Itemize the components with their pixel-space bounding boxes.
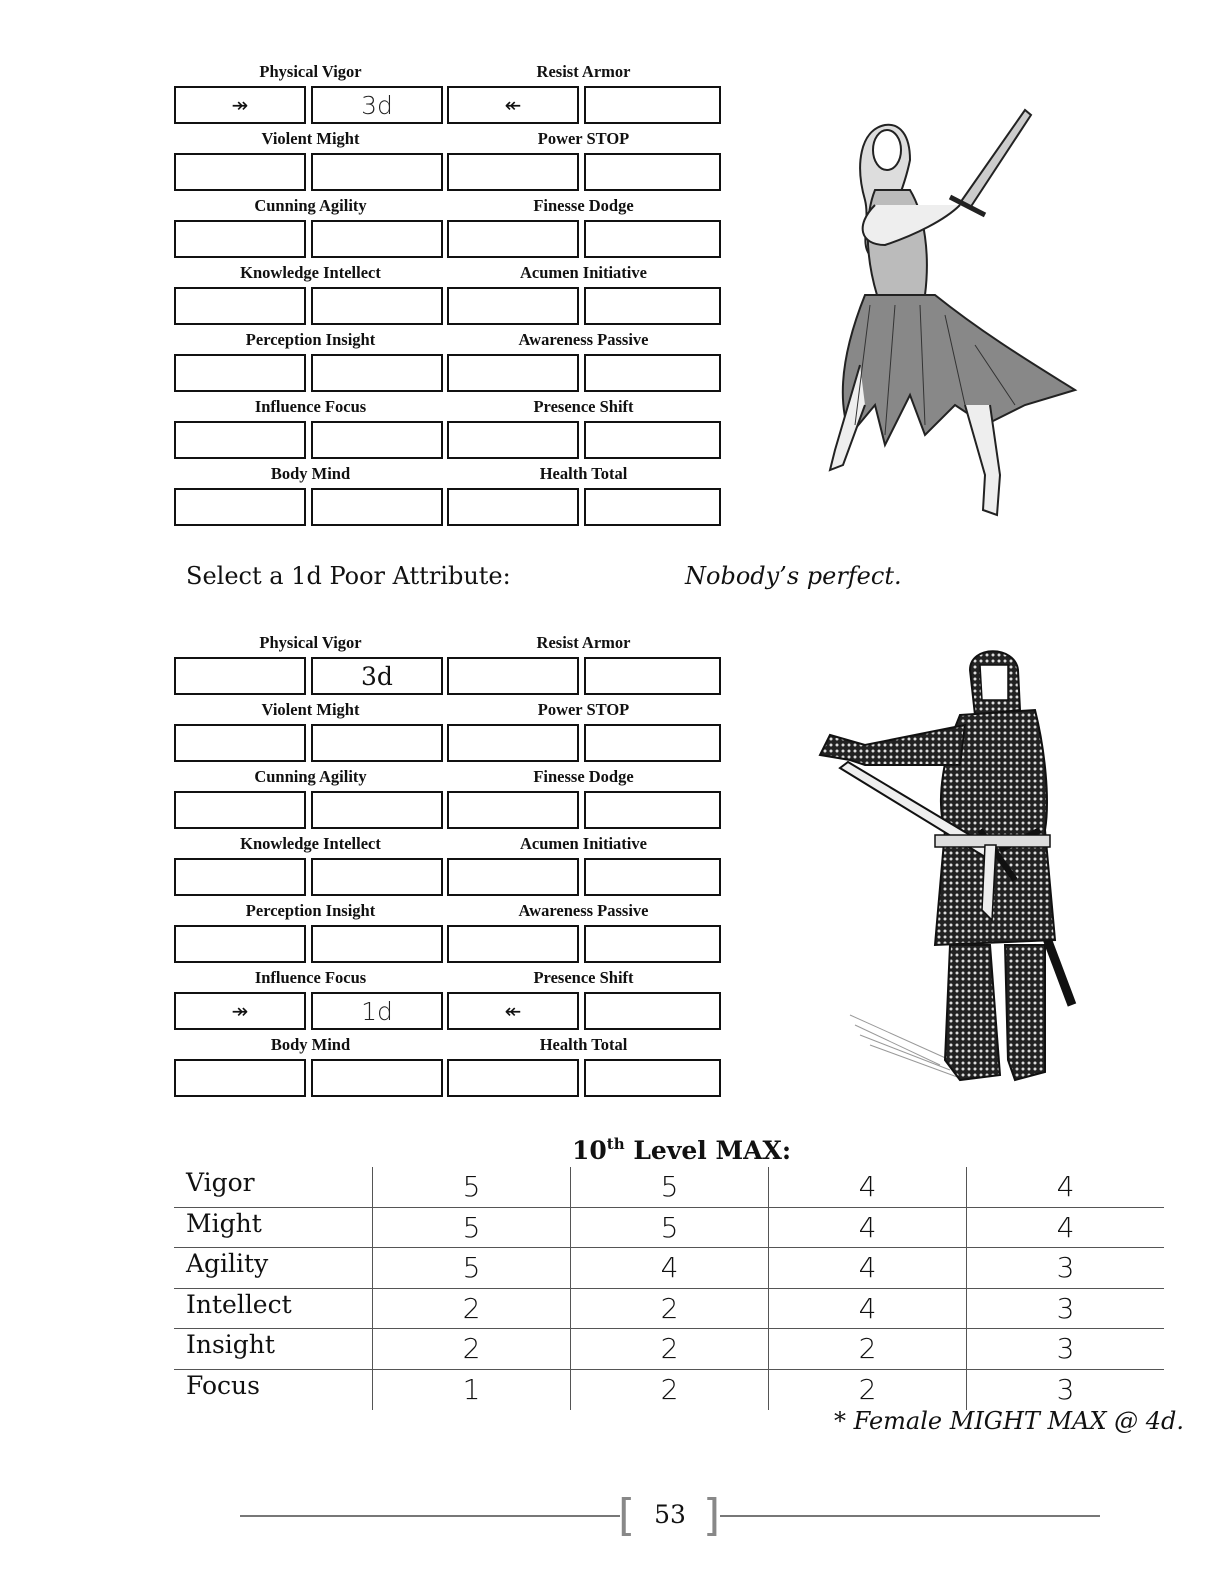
attribute-box[interactable] (174, 220, 306, 258)
label-acumen-initiative: Acumen Initiative (520, 263, 647, 282)
footer-bracket-left: [ (618, 1490, 636, 1541)
attribute-name: Focus (186, 1370, 260, 1400)
max-value: 3 (966, 1248, 1164, 1289)
max-value: 1 (372, 1370, 570, 1411)
sheet-row (174, 901, 721, 968)
max-value: 2 (570, 1329, 768, 1370)
attribute-box[interactable] (447, 153, 579, 191)
attribute-box[interactable] (174, 724, 306, 762)
attribute-box[interactable] (311, 354, 443, 392)
footer-bracket-right: ] (703, 1490, 721, 1541)
attribute-box[interactable] (584, 858, 721, 896)
attribute-box[interactable] (584, 354, 721, 392)
max-value: 4 (768, 1289, 966, 1330)
attribute-box[interactable] (311, 1059, 443, 1097)
label-awareness-passive: Awareness Passive (518, 330, 649, 349)
attribute-box[interactable] (584, 791, 721, 829)
table-row (174, 1289, 1164, 1330)
max-value: 5 (372, 1208, 570, 1249)
max-value: 3 (966, 1289, 1164, 1330)
label-influence-focus: Influence Focus (254, 968, 367, 987)
footer-rule-left (240, 1515, 620, 1517)
attribute-box[interactable] (311, 724, 443, 762)
max-value: 4 (966, 1167, 1164, 1208)
attribute-box[interactable] (174, 488, 306, 526)
attribute-box[interactable] (174, 1059, 306, 1097)
attribute-box[interactable] (584, 1059, 721, 1097)
label-finesse-dodge: Finesse Dodge (533, 767, 634, 786)
attribute-box[interactable] (447, 354, 579, 392)
attribute-box[interactable] (174, 791, 306, 829)
label-knowledge-intellect: Knowledge Intellect (240, 834, 381, 853)
sheet-row (174, 263, 721, 330)
attribute-box[interactable] (311, 858, 443, 896)
level-max-table (174, 1167, 1164, 1410)
attribute-box[interactable]: 1d (311, 992, 443, 1030)
attribute-box[interactable] (447, 724, 579, 762)
max-value: 4 (966, 1208, 1164, 1249)
max-value: 2 (570, 1289, 768, 1330)
label-perception-insight: Perception Insight (245, 901, 376, 920)
sheet-row (174, 834, 721, 901)
attribute-box[interactable]: ↠ (174, 992, 306, 1030)
label-body-mind: Body Mind (270, 1035, 351, 1054)
max-value: 3 (966, 1370, 1164, 1411)
attribute-box[interactable] (311, 488, 443, 526)
attribute-box[interactable] (447, 858, 579, 896)
sheet-row (174, 968, 721, 1035)
attribute-box[interactable] (447, 1059, 579, 1097)
max-value: 2 (768, 1329, 966, 1370)
max-value: 2 (372, 1329, 570, 1370)
label-physical-vigor: Physical Vigor (259, 633, 362, 652)
label-finesse-dodge: Finesse Dodge (533, 196, 634, 215)
attribute-box[interactable]: ↠ (174, 86, 306, 124)
label-violent-might: Violent Might (261, 700, 360, 719)
attribute-box[interactable] (311, 791, 443, 829)
label-acumen-initiative: Acumen Initiative (520, 834, 647, 853)
label-cunning-agility: Cunning Agility (254, 767, 367, 786)
attribute-box[interactable] (447, 657, 579, 695)
attribute-box[interactable] (584, 488, 721, 526)
attribute-box[interactable] (174, 354, 306, 392)
attribute-box[interactable] (584, 992, 721, 1030)
attribute-box[interactable] (584, 86, 721, 124)
attribute-box[interactable] (584, 724, 721, 762)
attribute-box[interactable] (174, 153, 306, 191)
female-warrior-illustration (815, 105, 1085, 520)
sheet-row (174, 633, 721, 700)
attribute-box[interactable] (174, 421, 306, 459)
max-value: 2 (768, 1370, 966, 1411)
max-value: 4 (570, 1248, 768, 1289)
label-resist-armor: Resist Armor (536, 633, 631, 652)
page-number: 53 (654, 1500, 686, 1529)
sheet-row (174, 62, 721, 129)
sheet-row (174, 129, 721, 196)
attribute-name: Insight (186, 1330, 275, 1359)
select-poor-attribute-prompt: Select a 1d Poor Attribute: (186, 562, 511, 590)
attribute-box[interactable] (584, 925, 721, 963)
max-value: 2 (570, 1370, 768, 1411)
label-awareness-passive: Awareness Passive (518, 901, 649, 920)
attribute-name: Agility (186, 1249, 269, 1278)
max-value: 4 (768, 1167, 966, 1208)
max-value: 5 (570, 1167, 768, 1208)
attribute-box[interactable] (447, 925, 579, 963)
attribute-box[interactable]: ↞ (447, 86, 579, 124)
chainmail-knight-illustration (810, 640, 1080, 1090)
table-row (174, 1208, 1164, 1249)
attribute-box[interactable] (174, 925, 306, 963)
max-value: 5 (570, 1208, 768, 1249)
attribute-box[interactable] (174, 287, 306, 325)
table-row (174, 1329, 1164, 1370)
attribute-box[interactable] (584, 657, 721, 695)
sheet-row (174, 464, 721, 531)
attribute-name: Might (186, 1208, 262, 1238)
attribute-box[interactable] (311, 153, 443, 191)
label-physical-vigor: Physical Vigor (259, 62, 362, 81)
sheet-row (174, 767, 721, 834)
max-value: 4 (768, 1248, 966, 1289)
attribute-box[interactable]: 3d (311, 657, 443, 695)
level-max-title: 10th Level MAX: (572, 1135, 792, 1165)
label-perception-insight: Perception Insight (245, 330, 376, 349)
label-power-stop: Power STOP (537, 700, 630, 719)
label-health-total: Health Total (539, 464, 628, 483)
footer-rule-right (720, 1515, 1100, 1517)
sheet-row (174, 1035, 721, 1102)
nobody-perfect-note: Nobody’s perfect. (685, 562, 902, 590)
attribute-box[interactable] (447, 791, 579, 829)
attribute-box[interactable] (447, 421, 579, 459)
label-body-mind: Body Mind (270, 464, 351, 483)
sheet-row (174, 196, 721, 263)
table-row (174, 1370, 1164, 1411)
female-might-note: * Female MIGHT MAX @ 4d. (834, 1407, 1185, 1435)
label-violent-might: Violent Might (261, 129, 360, 148)
label-knowledge-intellect: Knowledge Intellect (240, 263, 381, 282)
max-value: 3 (966, 1329, 1164, 1370)
table-row (174, 1167, 1164, 1208)
max-value: 2 (372, 1289, 570, 1330)
label-presence-shift: Presence Shift (533, 968, 634, 987)
attribute-box[interactable] (174, 657, 306, 695)
attribute-box[interactable] (311, 421, 443, 459)
label-cunning-agility: Cunning Agility (254, 196, 367, 215)
sheet-row (174, 330, 721, 397)
sheet-row (174, 700, 721, 767)
attribute-box[interactable] (584, 421, 721, 459)
attribute-box[interactable]: 3d (311, 86, 443, 124)
attribute-box[interactable] (447, 287, 579, 325)
attribute-box[interactable] (311, 287, 443, 325)
label-resist-armor: Resist Armor (536, 62, 631, 81)
attribute-name: Vigor (186, 1168, 255, 1197)
sheet-row (174, 397, 721, 464)
attribute-box[interactable] (584, 220, 721, 258)
label-health-total: Health Total (539, 1035, 628, 1054)
attribute-sheet-2 (174, 633, 721, 1102)
max-value: 5 (372, 1167, 570, 1208)
attribute-box[interactable] (584, 287, 721, 325)
table-row (174, 1248, 1164, 1289)
label-influence-focus: Influence Focus (254, 397, 367, 416)
attribute-box[interactable] (447, 220, 579, 258)
attribute-box[interactable] (311, 220, 443, 258)
attribute-box[interactable] (174, 858, 306, 896)
attribute-sheet-1 (174, 62, 721, 531)
attribute-box[interactable] (584, 153, 721, 191)
attribute-name: Intellect (186, 1289, 292, 1319)
attribute-box[interactable] (311, 925, 443, 963)
max-value: 5 (372, 1248, 570, 1289)
max-value: 4 (768, 1208, 966, 1249)
attribute-box[interactable]: ↞ (447, 992, 579, 1030)
label-power-stop: Power STOP (537, 129, 630, 148)
attribute-box[interactable] (447, 488, 579, 526)
label-presence-shift: Presence Shift (533, 397, 634, 416)
